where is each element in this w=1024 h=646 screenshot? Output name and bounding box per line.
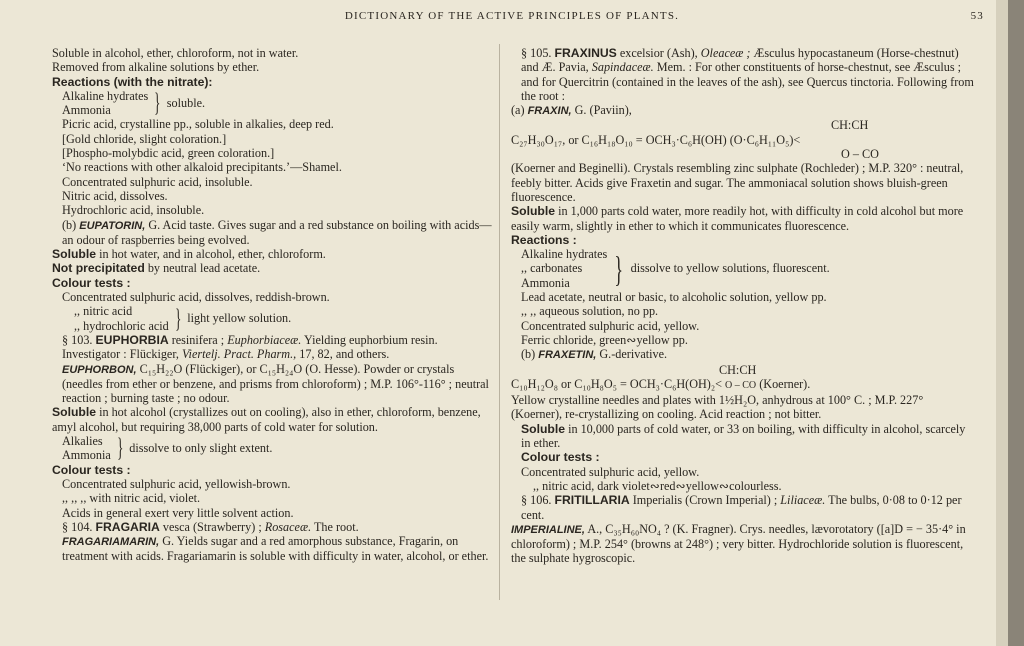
family-name: Euphorbiaceæ. xyxy=(227,332,302,347)
text-span: C₁₅H₂₂O (Flückiger), or C₁₅H₂₄O (O. Hesse). Powder or crystals (needles from ether or benzene, and prisms from chloroform) ; M.P. 106°-116° ; neutral reaction ; burning taste ; no odour. xyxy=(62,361,489,406)
text-line: Alkaline hydrates xyxy=(521,247,608,262)
text-line: Concentrated sulphuric acid, yellow. xyxy=(521,318,700,333)
page-gutter xyxy=(996,0,1008,646)
text-span: G. (Paviin), xyxy=(574,103,632,118)
text-line: Hydrochloric acid, insoluble. xyxy=(62,203,205,218)
text-line: Concentrated sulphuric acid, yellow. xyxy=(521,464,700,479)
text-span: The root. xyxy=(313,519,359,534)
compound-name: EUPHORBON, xyxy=(62,363,137,376)
text-line: [Gold chloride, slight coloration.] xyxy=(62,131,227,146)
text-line: Concentrated sulphuric acid, dissolves, reddish-brown. xyxy=(62,290,330,305)
keyword: Soluble xyxy=(52,405,97,420)
text-span: in hot alcohol (crystallizes out on cooling), also in ether, chloroform, benzene, amyl alcohol, but requiring 38,000 parts of cold water for solution. xyxy=(52,405,481,434)
text-line: ,, carbonates xyxy=(521,261,583,276)
formula-line xyxy=(511,377,977,393)
section-number: § 103. xyxy=(62,332,93,347)
section-number: § 106. xyxy=(521,493,552,508)
book-edge xyxy=(1008,0,1024,646)
text-span: G. Yields sugar and a red amorphous substance, Fragarin, on treatment with acids. Fragariamarin is soluble with difficulty in water, alcohol, or ether. xyxy=(62,534,489,564)
text-span: Yielding euphorbium resin. Investigator : Flückiger, xyxy=(62,332,438,362)
family-name: Rosaceæ. xyxy=(264,519,312,534)
text-span: (a) xyxy=(511,103,525,118)
text-line: Concentrated sulphuric acid, yellowish-brown. xyxy=(62,476,291,491)
keyword: Soluble xyxy=(521,421,566,436)
text-line: ,, ,, ,, with nitric acid, violet. xyxy=(62,491,201,506)
paragraph xyxy=(511,347,977,362)
text-span: by neutral lead acetate. xyxy=(147,261,261,276)
running-header xyxy=(40,10,984,28)
brace-group xyxy=(52,304,492,333)
keyword: Soluble xyxy=(511,204,556,219)
citation: Viertelj. Pract. Pharm., xyxy=(182,347,297,362)
section-heading: Colour tests : xyxy=(52,462,131,477)
paragraph xyxy=(511,46,977,103)
text-span: resinifera ; xyxy=(171,332,225,347)
text-span: excelsior (Ash), xyxy=(619,46,698,60)
brace-icon: } xyxy=(154,88,161,118)
section-number: § 105. xyxy=(521,46,552,60)
section-heading: Reactions (with the nitrate): xyxy=(52,74,213,89)
section-number: § 104. xyxy=(62,519,93,534)
genus-name: FRAGARIA xyxy=(95,519,160,534)
paragraph xyxy=(52,333,492,362)
paragraph xyxy=(52,261,492,275)
text-line: ,, nitric acid, dark violet∾red∾yellow∾colourless. xyxy=(533,478,782,493)
keyword: Soluble xyxy=(52,247,97,262)
text-line: Ferric chloride, green∾yellow pp. xyxy=(521,332,688,347)
formula-line: C₂₇H₃₀O₁₇, or C₁₆H₁₈O₁₀ = OCH₃·C₆H(OH) (O·C₆H₁₁O₅)< xyxy=(511,132,801,147)
text-line: Ammonia xyxy=(62,448,111,463)
text-line: soluble. xyxy=(166,96,206,111)
paragraph xyxy=(52,405,492,434)
paragraph xyxy=(52,520,492,534)
family-name: Oleaceæ ; xyxy=(700,46,751,60)
genus-name: EUPHORBIA xyxy=(95,332,169,347)
text-line: Removed from alkaline solutions by ether. xyxy=(52,60,260,75)
section-heading: Reactions : xyxy=(511,232,577,247)
text-line: light yellow solution. xyxy=(187,311,292,326)
paragraph xyxy=(52,218,492,248)
text-line: Yellow crystalline needles and plates with 1½H₂O, anhydrous at 100° C. ; M.P. 227° (Koerner), re-crystallizing on cooling. Acid reaction ; not bitter. xyxy=(511,393,924,422)
compound-name: EUPATORIN, xyxy=(79,219,146,232)
text-span: (b) xyxy=(521,347,536,362)
text-span: in hot water, and in alcohol, ether, chloroform. xyxy=(99,247,326,262)
text-span: Æsculus hypocastaneum (Horse-chestnut) and Æ. Pavia, xyxy=(521,46,959,75)
text-line: Ammonia xyxy=(521,275,570,290)
keyword: Not precipitated xyxy=(52,261,145,276)
text-line: Acids in general exert very little solvent action. xyxy=(62,505,294,520)
text-span: in 1,000 parts cold water, more readily hot, with difficulty in cold alcohol but more easily warm, slightly in ether to which it communicates fluorescence. xyxy=(511,204,964,233)
formula-top: CH:CH xyxy=(831,118,869,133)
brace-group xyxy=(511,247,977,290)
genus-name: FRITILLARIA xyxy=(554,493,630,508)
paragraph xyxy=(511,204,977,233)
text-line: ,, nitric acid xyxy=(74,304,133,319)
paragraph xyxy=(52,534,492,564)
text-span: vesca (Strawberry) ; xyxy=(162,519,262,534)
section-heading: Colour tests : xyxy=(52,275,131,290)
text-span: The bulbs, 0·08 to 0·12 per cent. xyxy=(521,493,962,522)
text-line: (Koerner and Beginelli). Crystals resembling zinc sulphate (Rochleder) ; M.P. 320° : neutral, feebly bitter. Acids give Fraxetin and sugar. The ammoniacal solution shows bluish-green fluorescence. xyxy=(511,161,964,204)
formula-text: O – CO xyxy=(725,379,757,391)
paragraph xyxy=(511,422,977,451)
text-span: in 10,000 parts of cold water, or 33 on boiling, with difficulty in alcohol, scarcely in ether. xyxy=(521,421,966,451)
text-span: A., C₃₅H₆₀NO₄ ? (K. Fragner). Crys. needles, lævorotatory ([a]D = − 35·4° in chloroform) ; M.P. 254° (browns at 248°) ; very bitter. Hydrochloride solution is fluorescent, the sulphate hygroscopic. xyxy=(511,521,966,566)
text-line: [Phospho-molybdic acid, green coloration.] xyxy=(62,146,275,161)
column-divider xyxy=(499,44,500,600)
text-line: Nitric acid, dissolves. xyxy=(62,188,168,203)
compound-name: FRAXETIN, xyxy=(538,349,597,362)
brace-group xyxy=(52,89,492,118)
compound-name: FRAXIN, xyxy=(527,105,572,118)
left-column xyxy=(52,46,492,564)
text-line: dissolve to only slight extent. xyxy=(129,441,273,456)
brace-icon: } xyxy=(614,248,624,289)
text-line: Soluble in alcohol, ether, chloroform, not in water. xyxy=(52,46,299,60)
text-line: Lead acetate, neutral or basic, to alcoholic solution, yellow pp. xyxy=(521,290,827,305)
brace-icon: } xyxy=(116,433,124,463)
text-line: Concentrated sulphuric acid, insoluble. xyxy=(62,174,253,189)
text-line: ,, ,, aqueous solution, no pp. xyxy=(521,304,659,319)
formula-bottom: O – CO xyxy=(841,147,879,162)
genus-name: FRAXINUS xyxy=(554,46,617,60)
text-span: (Koerner). xyxy=(759,376,811,391)
text-line: Alkalies xyxy=(62,434,103,449)
compound-name: FRAGARIAMARIN, xyxy=(62,536,160,549)
text-span: Imperialis (Crown Imperial) ; xyxy=(632,493,778,508)
family-name: Liliaceæ. xyxy=(780,493,826,508)
formula-top: CH:CH xyxy=(719,362,757,377)
header-title: DICTIONARY OF THE ACTIVE PRINCIPLES OF PLANTS. xyxy=(344,10,680,22)
brace-icon: } xyxy=(174,303,182,333)
brace-group xyxy=(52,434,492,463)
text-line: ,, hydrochloric acid xyxy=(74,318,169,333)
paragraph xyxy=(511,522,977,566)
text-line: Ammonia xyxy=(62,103,111,118)
formula-text: C₁₀H₁₂O₈ or C₁₀H₈O₅ = OCH₃·C₆H(OH)₂< xyxy=(511,376,722,391)
paragraph xyxy=(52,247,492,261)
text-span: G. Acid taste. Gives sugar and a red substance on boiling with acids—an odour of raspberries being evolved. xyxy=(62,217,492,247)
paragraph xyxy=(511,493,977,522)
text-span: 17, 82, and others. xyxy=(299,347,390,362)
text-span: (b) xyxy=(62,217,77,232)
text-line: Picric acid, crystalline pp., soluble in alkalies, deep red. xyxy=(62,117,334,132)
paragraph xyxy=(511,103,977,118)
text-line: Alkaline hydrates xyxy=(62,88,149,103)
text-line: ‘No reactions with other alkaloid precipitants.’—Shamel. xyxy=(62,160,342,175)
paragraph xyxy=(52,362,492,406)
right-column xyxy=(511,46,977,566)
section-heading: Colour tests : xyxy=(521,450,600,465)
page-number: 53 xyxy=(970,10,984,22)
compound-name: IMPERIALINE, xyxy=(511,523,585,536)
family-name: Sapindaceæ. xyxy=(591,60,654,75)
text-line: dissolve to yellow solutions, fluorescent. xyxy=(630,261,830,276)
text-span: G.-derivative. xyxy=(599,347,668,362)
text-span: Mem. : For other constituents of horse-chestnut, see Æsculus ; and for Quercitrin (contained in the leaves of the ash), see Quercus tinctoria. Following from the root : xyxy=(521,60,974,103)
